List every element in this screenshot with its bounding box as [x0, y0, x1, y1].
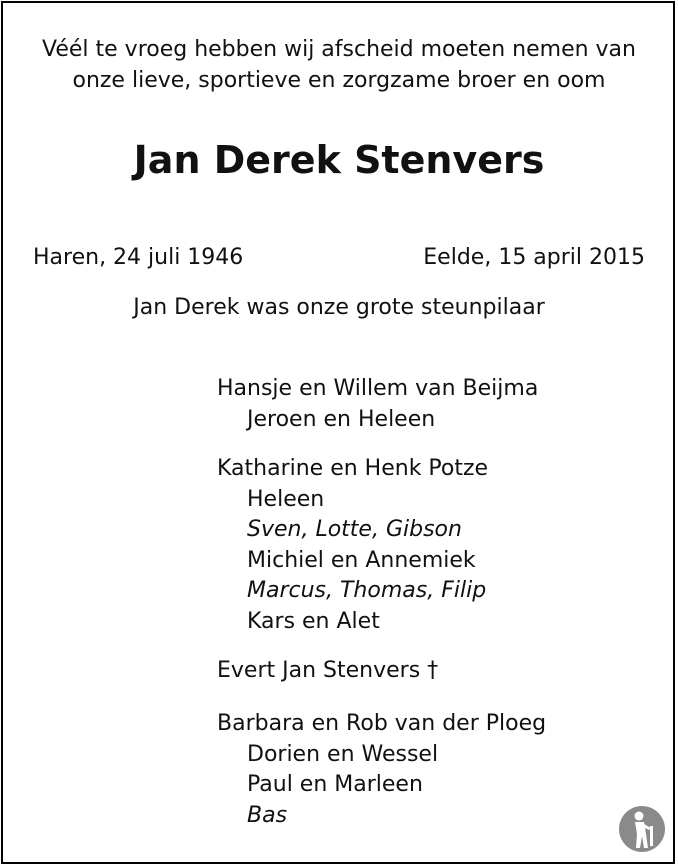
- motto-text: Jan Derek was onze grote steunpilaar: [133, 295, 545, 320]
- family-group-1: [217, 374, 538, 435]
- family-head: Katharine en Henk Potze: [217, 456, 489, 481]
- family-member: Michiel en Annemiek: [247, 547, 476, 573]
- family-head: Hansje en Willem van Beijma: [217, 376, 539, 401]
- deceased-name: Jan Derek Stenvers: [133, 138, 545, 182]
- family-member: Dorien en Wessel: [247, 741, 439, 767]
- family-group-3: [217, 656, 438, 687]
- death-date: Eelde, 15 april 2015: [423, 245, 645, 270]
- family-head: Evert Jan Stenvers †: [217, 658, 439, 683]
- family-group-2: [217, 454, 488, 637]
- family-group-4: [217, 709, 546, 831]
- birth-date: Haren, 24 juli 1946: [33, 245, 244, 270]
- family-member: Paul en Marleen: [247, 772, 423, 797]
- family-head: Barbara en Rob van der Ploeg: [217, 711, 547, 736]
- family-grandchildren: Bas: [247, 802, 288, 828]
- family-grandchildren: Sven, Lotte, Gibson: [247, 517, 462, 542]
- intro-line-2: onze lieve, sportieve en zorgzame broer en oom: [72, 68, 606, 93]
- family-member: Kars en Alet: [247, 608, 380, 634]
- intro-line-1: Véél te vroeg hebben wij afscheid moeten nemen van: [42, 37, 636, 62]
- family-member: Jeroen en Heleen: [247, 406, 436, 432]
- family-grandchildren: Marcus, Thomas, Filip: [247, 578, 487, 603]
- family-member: Heleen: [247, 486, 325, 512]
- memorial-figure-icon: [618, 804, 666, 854]
- intro-text: [0, 34, 678, 96]
